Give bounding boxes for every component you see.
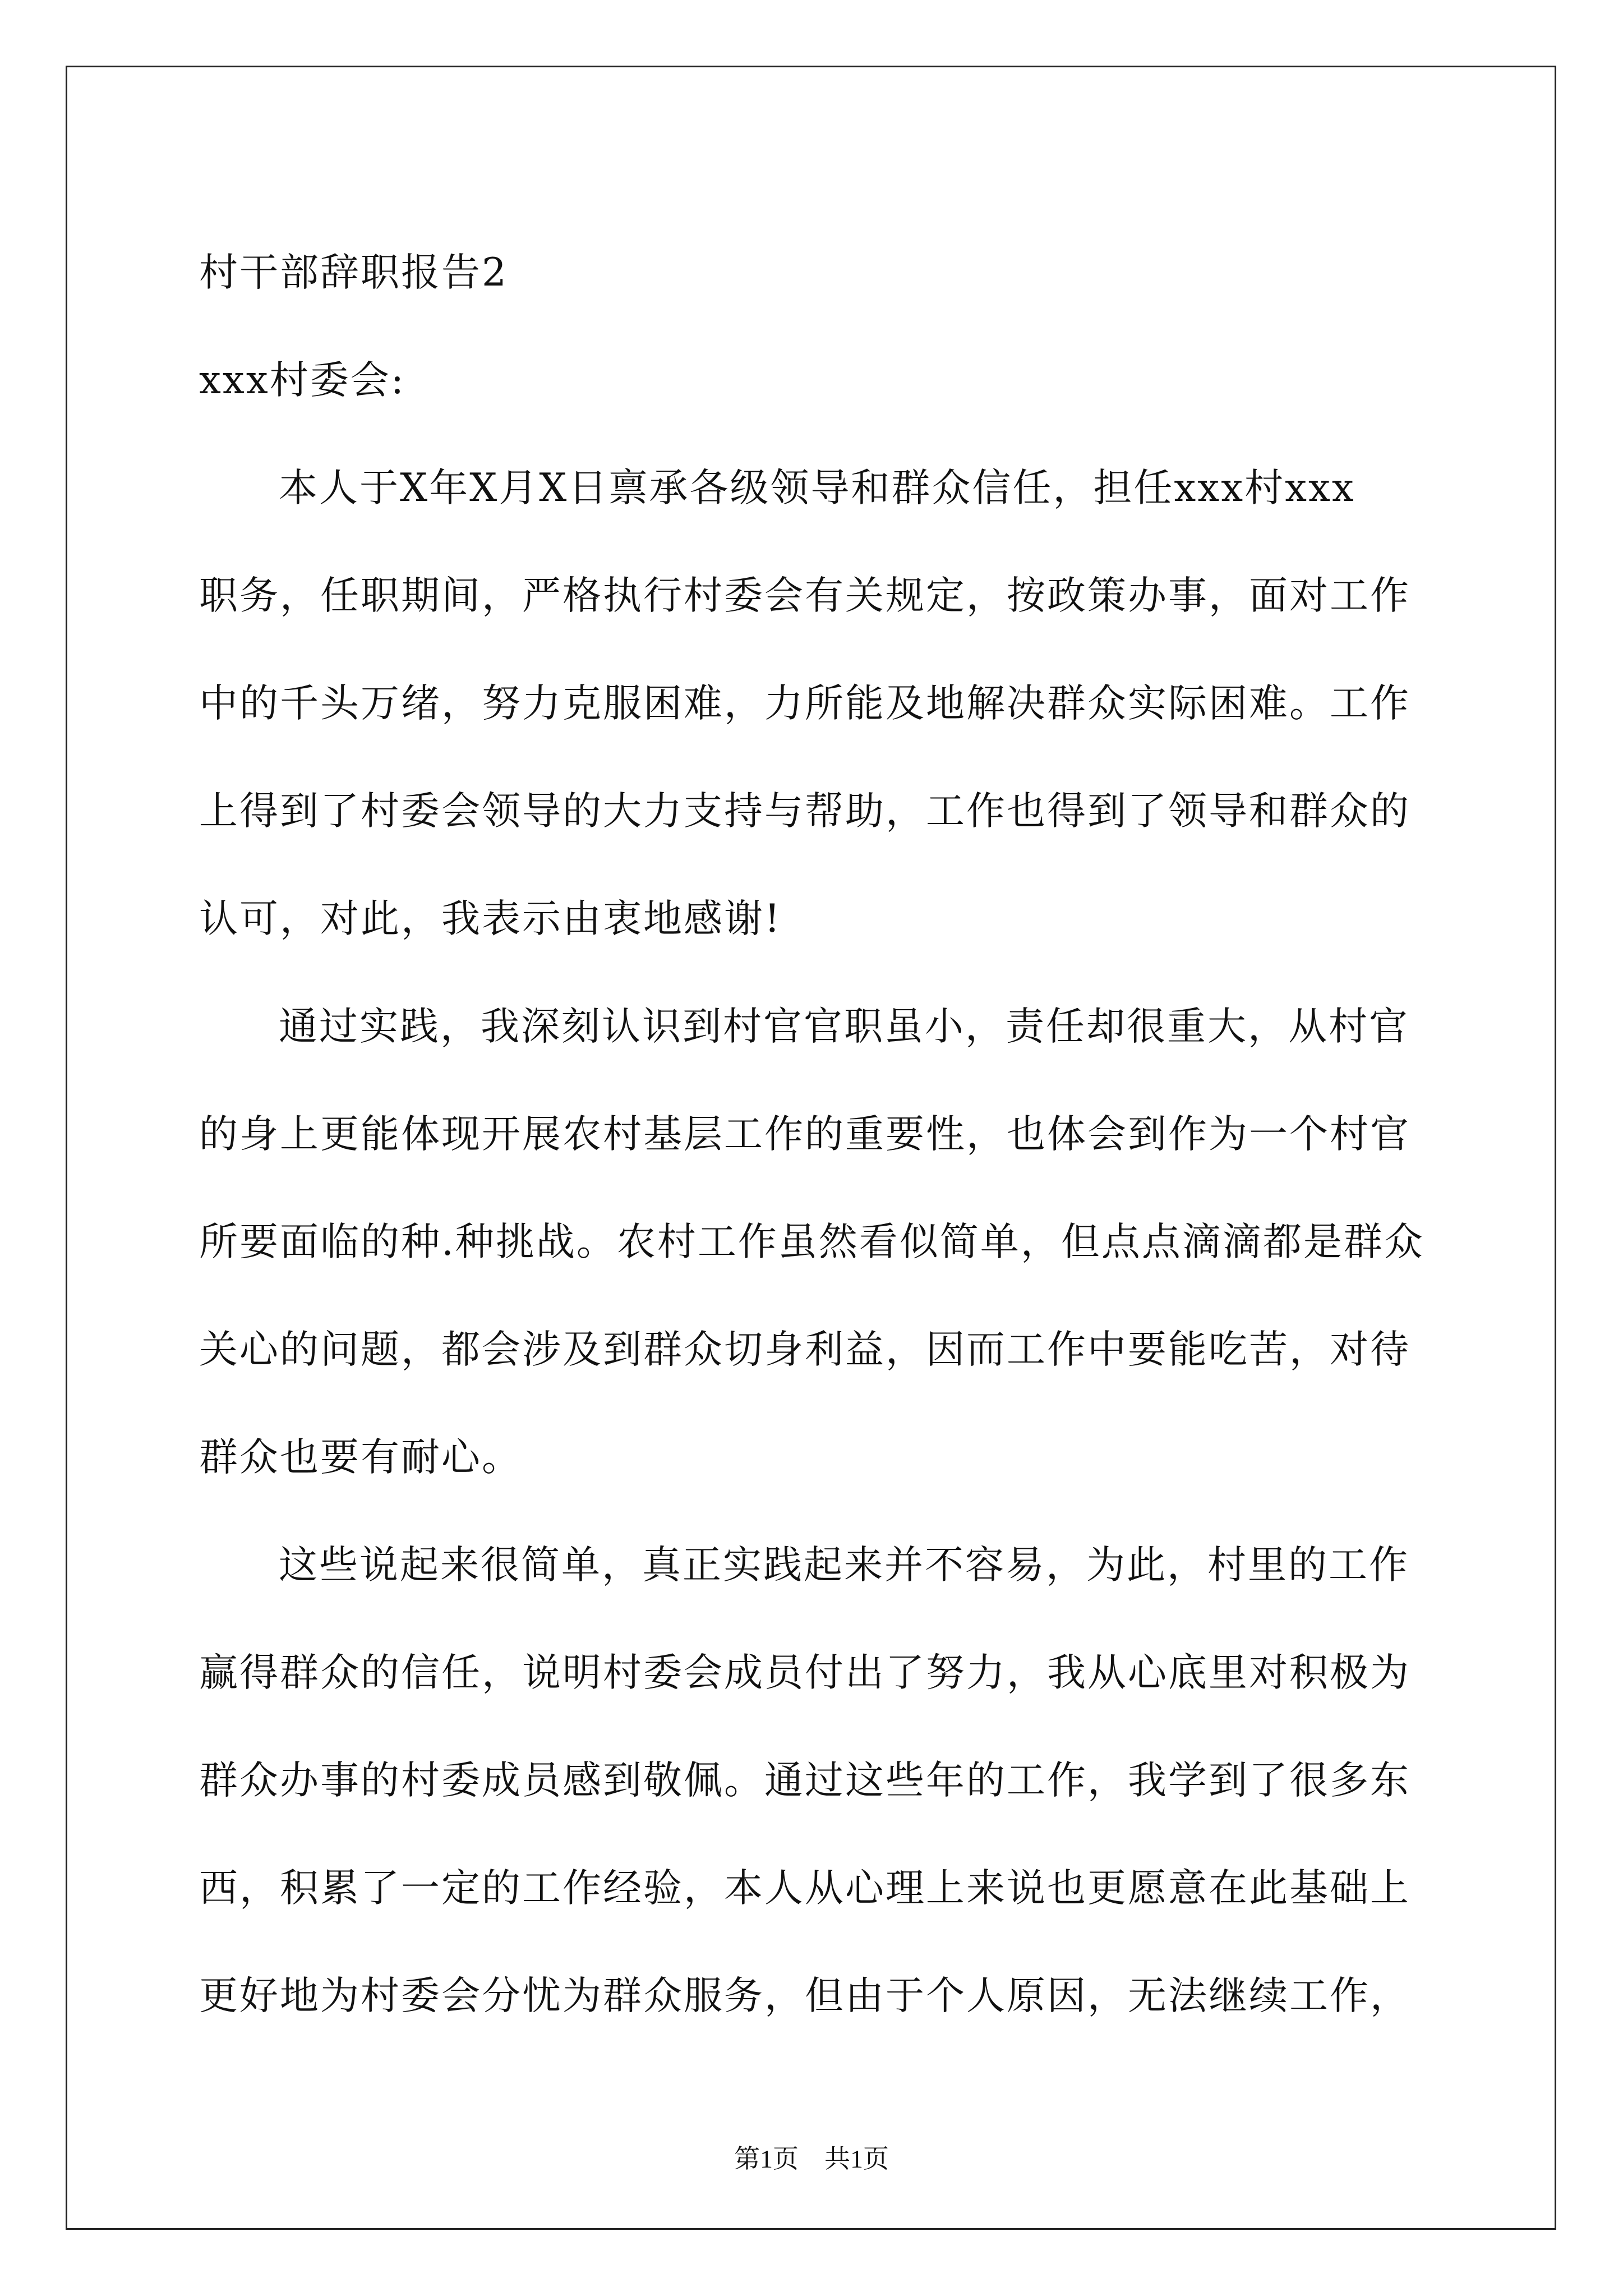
page-number-footer: 第1页 共1页	[734, 2145, 889, 2173]
paragraph-line: 关心的问题，都会涉及到群众切身利益，因而工作中要能吃苦，对待	[199, 1327, 1410, 1372]
paragraph-line: 通过实践，我深刻认识到村官官职虽小，责任却很重大，从村官	[279, 1004, 1409, 1049]
paragraph-line: 职务，任职期间，严格执行村委会有关规定，按政策办事，面对工作	[199, 573, 1410, 618]
document-body	[199, 219, 1427, 2050]
paragraph-line: 中的千头万绪，努力克服困难，力所能及地解决群众实际困难。工作	[199, 681, 1410, 726]
paragraph-line: 更好地为村委会分忧为群众服务，但由于个人原因，无法继续工作，	[199, 1973, 1410, 2018]
paragraph-line: 的身上更能体现开展农村基层工作的重要性，也体会到作为一个村官	[199, 1112, 1410, 1157]
salutation: xxx村委会:	[199, 358, 405, 403]
paragraph-line: 赢得群众的信任，说明村委会成员付出了努力，我从心底里对积极为	[199, 1650, 1410, 1695]
paragraph-line: 本人于X年X月X日禀承各级领导和群众信任，担任xxx村xxx	[279, 466, 1355, 510]
paragraph-line: 所要面临的种.种挑战。农村工作虽然看似简单，但点点滴滴都是群众	[199, 1220, 1424, 1264]
paragraph-line: 上得到了村委会领导的大力支持与帮助，工作也得到了领导和群众的	[199, 789, 1410, 834]
paragraph-line: 群众也要有耐心。	[199, 1435, 522, 1480]
paragraph-line: 西，积累了一定的工作经验，本人从心理上来说也更愿意在此基础上	[199, 1866, 1410, 1911]
document-title: 村干部辞职报告2	[199, 250, 508, 295]
paragraph-line: 群众办事的村委成员感到敬佩。通过这些年的工作，我学到了很多东	[199, 1758, 1410, 1803]
paragraph-line: 这些说起来很简单，真正实践起来并不容易，为此，村里的工作	[279, 1543, 1409, 1588]
paragraph-line: 认可，对此，我表示由衷地感谢!	[199, 896, 782, 941]
